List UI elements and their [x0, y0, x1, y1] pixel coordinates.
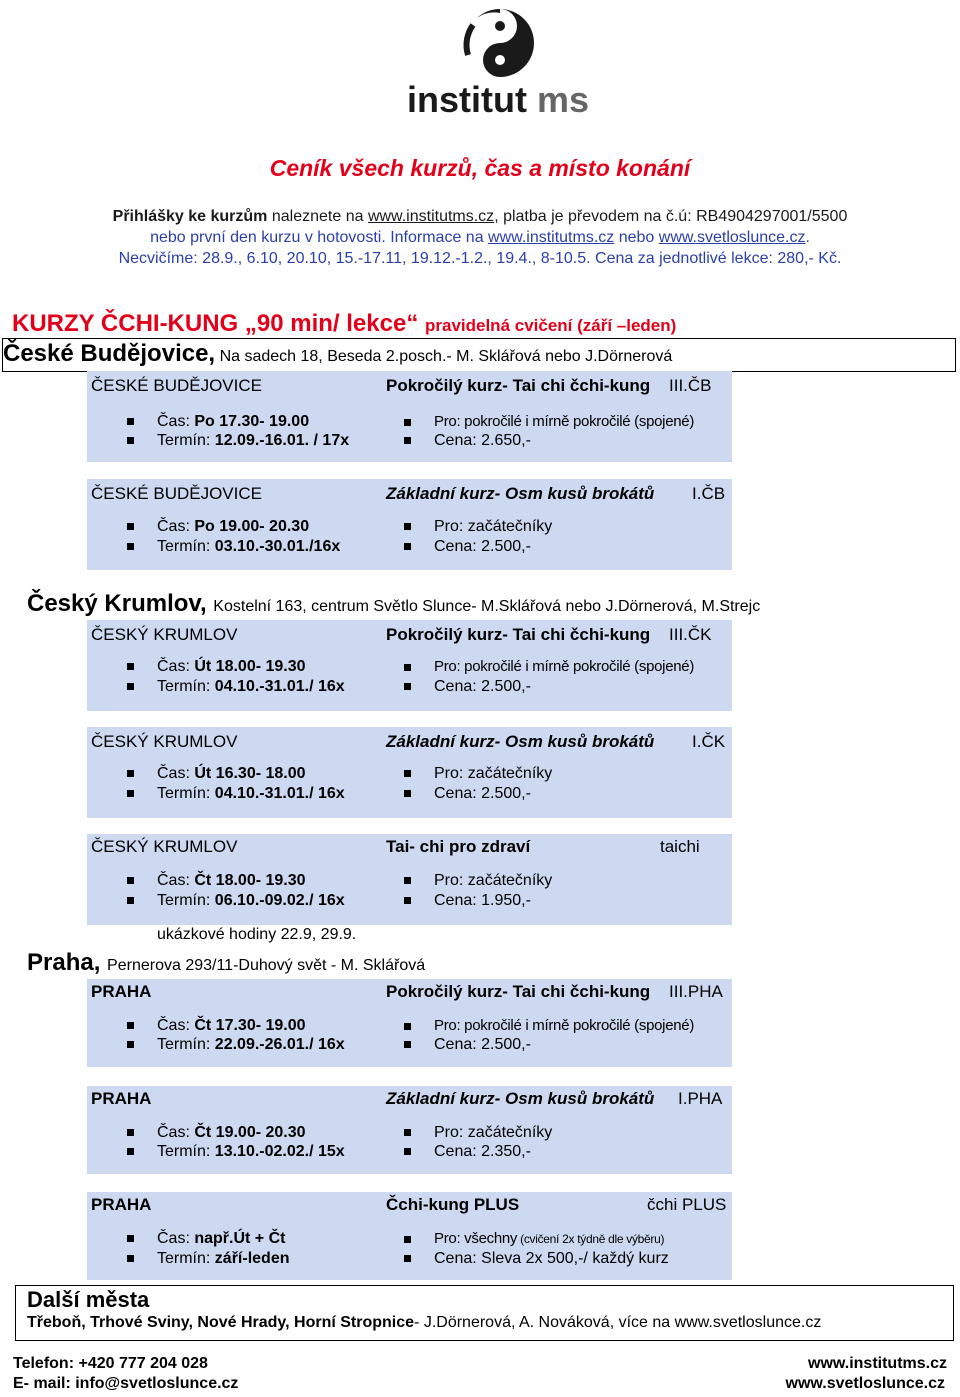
- kurzy-heading: [12, 310, 676, 338]
- value: 06.10.-09.02./ 16x: [214, 892, 345, 909]
- course-city: ČESKÉ BUDĚJOVICE: [91, 376, 262, 395]
- city-name: České Budějovice,: [3, 340, 216, 367]
- value: Sleva 2x 500,-/ každý kurz: [481, 1250, 669, 1267]
- kurzy-main: KURZY ČCHI-KUNG „90 min/ lekce“: [12, 310, 419, 337]
- value: Út 18.00- 19.30: [194, 658, 306, 675]
- course-block-2: [87, 479, 732, 570]
- course-block-5: [87, 834, 732, 925]
- course-block-7: [87, 1086, 732, 1174]
- course-block-1: [87, 371, 732, 462]
- label: Cena:: [434, 1143, 482, 1160]
- value: Pro: začátečníky: [434, 765, 553, 782]
- course-time: [127, 657, 306, 677]
- label: Čas:: [157, 1124, 195, 1141]
- label: Čas:: [157, 765, 195, 782]
- course-price: [404, 784, 531, 804]
- value: 2.500,-: [481, 678, 531, 695]
- label: Termín:: [157, 538, 215, 555]
- value: Pro: pokročilé i mírně pokročilé (spojené): [434, 1017, 695, 1034]
- course-time: [127, 1229, 285, 1249]
- course-pro: [404, 1229, 664, 1249]
- course-pro: [404, 1016, 694, 1036]
- footer-web1[interactable]: www.institutms.cz: [808, 1355, 947, 1372]
- dalsi-mesta-box: [15, 1285, 954, 1341]
- value: Pro: začátečníky: [434, 1124, 553, 1141]
- label: Termín:: [157, 785, 215, 802]
- intro-text-part: , platba je převodem na č.ú: RB4904297001/5500: [494, 208, 848, 225]
- course-pro: [404, 412, 694, 432]
- value: Čt 19.00- 20.30: [194, 1124, 306, 1141]
- dalsi-heading: Další města: [27, 1287, 150, 1312]
- course-block-4: [87, 727, 732, 818]
- intro-text: [0, 206, 960, 269]
- course-time: [127, 764, 306, 784]
- label: Termín:: [157, 1036, 215, 1053]
- course-code: III.ČK: [669, 625, 712, 644]
- value: 04.10.-31.01./ 16x: [214, 785, 345, 802]
- page-title: Ceník všech kurzů, čas a místo konání: [269, 155, 691, 181]
- label: Čas:: [157, 872, 195, 889]
- course-type: Pokročilý kurz- Tai chi čchi-kung: [386, 625, 651, 644]
- course-code: III.PHA: [669, 982, 723, 1001]
- course-time: [127, 517, 309, 537]
- course-term: [127, 431, 349, 451]
- label: Cena:: [434, 1036, 482, 1053]
- course-price: [404, 537, 531, 557]
- course-type: Základní kurz- Osm kusů brokátů: [386, 1089, 655, 1108]
- course-code: I.PHA: [678, 1089, 723, 1108]
- label: Termín:: [157, 1143, 215, 1160]
- value: 2.500,-: [481, 538, 531, 555]
- course-pro: [404, 764, 552, 784]
- city-detail: Pernerova 293/11-Duhový svět - M. Sklářová: [107, 957, 426, 974]
- label: Cena:: [434, 678, 482, 695]
- course-city: ČESKÝ KRUMLOV: [91, 732, 238, 751]
- value: Pro: začátečníky: [434, 518, 553, 535]
- intro-line3: Necvičíme: 28.9., 6.10, 20.10, 15.-17.11, 19.12.-1.2., 19.4., 8-10.5. Cena za jednotlivé lekce: 280,- Kč.: [118, 250, 842, 267]
- city-detail: Na sadech 18, Beseda 2.posch.- M. Sklářová nebo J.Dörnerová: [219, 348, 673, 365]
- footer-email[interactable]: E- mail: info@svetloslunce.cz: [13, 1375, 239, 1392]
- course-city: ČESKÝ KRUMLOV: [91, 837, 238, 856]
- institutms-link[interactable]: www.institutms.cz: [367, 208, 495, 225]
- course-price: [404, 677, 531, 697]
- footer-phone: Telefon: +420 777 204 028: [13, 1355, 208, 1372]
- course-time: [127, 412, 309, 432]
- course-pro: [404, 657, 694, 677]
- label: Čas:: [157, 518, 195, 535]
- course-pro: [404, 1123, 552, 1143]
- course-price: [404, 891, 531, 911]
- label: Cena:: [434, 538, 482, 555]
- course-type: Základní kurz- Osm kusů brokátů: [386, 732, 655, 751]
- value: 2.650,-: [481, 432, 531, 449]
- course-code: čchi PLUS: [647, 1195, 727, 1214]
- course-city: ČESKÝ KRUMLOV: [91, 625, 238, 644]
- dalsi-cities-bold: Třeboň, Trhové Sviny, Nové Hrady, Horní Stropnice: [27, 1314, 415, 1331]
- dalsi-rest: - J.Dörnerová, A. Nováková, více na www.svetloslunce.cz: [414, 1314, 822, 1331]
- value: 2.350,-: [481, 1143, 531, 1160]
- label: Čas:: [157, 658, 195, 675]
- value: září-leden: [214, 1250, 290, 1267]
- institut-ms-logo: [405, 5, 595, 120]
- course-term: [127, 891, 345, 911]
- city-header-ck: [27, 590, 760, 618]
- course-city: PRAHA: [91, 982, 152, 1001]
- value: 04.10.-31.01./ 16x: [214, 678, 345, 695]
- course-code: III.ČB: [669, 376, 712, 395]
- course-type: Základní kurz- Osm kusů brokátů: [386, 484, 655, 503]
- label: Cena:: [434, 785, 482, 802]
- course-code: I.ČK: [692, 732, 726, 751]
- course-note: ukázkové hodiny 22.9, 29.9.: [157, 926, 357, 943]
- course-time: [127, 871, 306, 891]
- value: Pro: pokročilé i mírně pokročilé (spojené): [434, 658, 695, 675]
- kurzy-sub: pravidelná cvičení (září –leden): [424, 316, 677, 335]
- course-price: [404, 1249, 669, 1269]
- intro-bold: Přihlášky ke kurzům: [112, 208, 268, 225]
- city-name: Český Krumlov,: [27, 590, 207, 617]
- course-price: [404, 1035, 531, 1055]
- value: Pro: začátečníky: [434, 872, 553, 889]
- course-type: Tai- chi pro zdraví: [386, 837, 531, 856]
- label: Termín:: [157, 1250, 215, 1267]
- label: Čas:: [157, 1230, 195, 1247]
- city-detail: Kostelní 163, centrum Světlo Slunce- M.Sklářová nebo J.Dörnerová, M.Strejc: [213, 598, 761, 615]
- value: Po 19.00- 20.30: [194, 518, 310, 535]
- city-name: Praha,: [27, 949, 101, 976]
- course-term: [127, 677, 345, 697]
- value: 22.09.-26.01./ 16x: [214, 1036, 345, 1053]
- pro-small: (cvičení 2x týdně dle výběru): [517, 1232, 665, 1246]
- course-term: [127, 784, 345, 804]
- footer-web2[interactable]: www.svetloslunce.cz: [785, 1375, 945, 1392]
- city-header-pha: [27, 949, 425, 977]
- value: 2.500,-: [481, 785, 531, 802]
- label: Cena:: [434, 1250, 482, 1267]
- course-city: ČESKÉ BUDĚJOVICE: [91, 484, 262, 503]
- value: 13.10.-02.02./ 15x: [214, 1143, 345, 1160]
- svetloslunce-link[interactable]: www.svetloslunce.cz: [658, 229, 806, 246]
- course-block-6: [87, 979, 732, 1067]
- course-time: [127, 1016, 306, 1036]
- course-price: [404, 431, 531, 451]
- value: Čt 18.00- 19.30: [194, 872, 306, 889]
- label: Termín:: [157, 892, 215, 909]
- label: Termín:: [157, 678, 215, 695]
- intro-text-part: .: [805, 229, 810, 246]
- value: Čt 17.30- 19.00: [194, 1017, 306, 1034]
- label: Cena:: [434, 892, 482, 909]
- course-code: taichi: [660, 837, 700, 856]
- yin-yang-icon: [405, 5, 595, 80]
- value: Pro: všechny: [434, 1230, 518, 1247]
- course-code: I.ČB: [692, 484, 726, 503]
- course-type: Čchi-kung PLUS: [386, 1195, 520, 1214]
- dalsi-cities: [27, 1314, 821, 1332]
- value: Po 17.30- 19.00: [194, 413, 310, 430]
- course-term: [127, 537, 340, 557]
- label: Cena:: [434, 432, 482, 449]
- course-term: [127, 1035, 345, 1055]
- label: Termín:: [157, 432, 215, 449]
- value: 2.500,-: [481, 1036, 531, 1053]
- course-term: [127, 1142, 345, 1162]
- course-price: [404, 1142, 531, 1162]
- value: 03.10.-30.01./16x: [214, 538, 341, 555]
- course-block-3: [87, 620, 732, 711]
- label: Čas:: [157, 1017, 195, 1034]
- intro-text-part: nebo: [614, 229, 659, 246]
- course-city: PRAHA: [91, 1195, 152, 1214]
- course-type: Pokročilý kurz- Tai chi čchi-kung: [386, 376, 651, 395]
- course-city: PRAHA: [91, 1089, 152, 1108]
- value: 1.950,-: [481, 892, 531, 909]
- course-type: Pokročilý kurz- Tai chi čchi-kung: [386, 982, 651, 1001]
- course-pro: [404, 517, 552, 537]
- label: Čas:: [157, 413, 195, 430]
- institutms-link-2[interactable]: www.institutms.cz: [488, 229, 615, 246]
- course-pro: [404, 871, 552, 891]
- course-term: [127, 1249, 289, 1269]
- logo-text-accent: ms: [537, 79, 590, 120]
- value: Út 16.30- 18.00: [194, 765, 306, 782]
- value: Pro: pokročilé i mírně pokročilé (spojené): [434, 413, 695, 430]
- intro-text-part: nebo první den kurzu v hotovosti. Informace na: [150, 229, 489, 246]
- city-header-cb: [2, 338, 956, 372]
- value: 12.09.-16.01. / 17x: [214, 432, 350, 449]
- value: např.Út + Čt: [194, 1230, 286, 1247]
- intro-text-part: naleznete na: [267, 208, 368, 225]
- course-time: [127, 1123, 306, 1143]
- logo-text-main: institut: [407, 79, 527, 120]
- course-block-8: [87, 1192, 732, 1280]
